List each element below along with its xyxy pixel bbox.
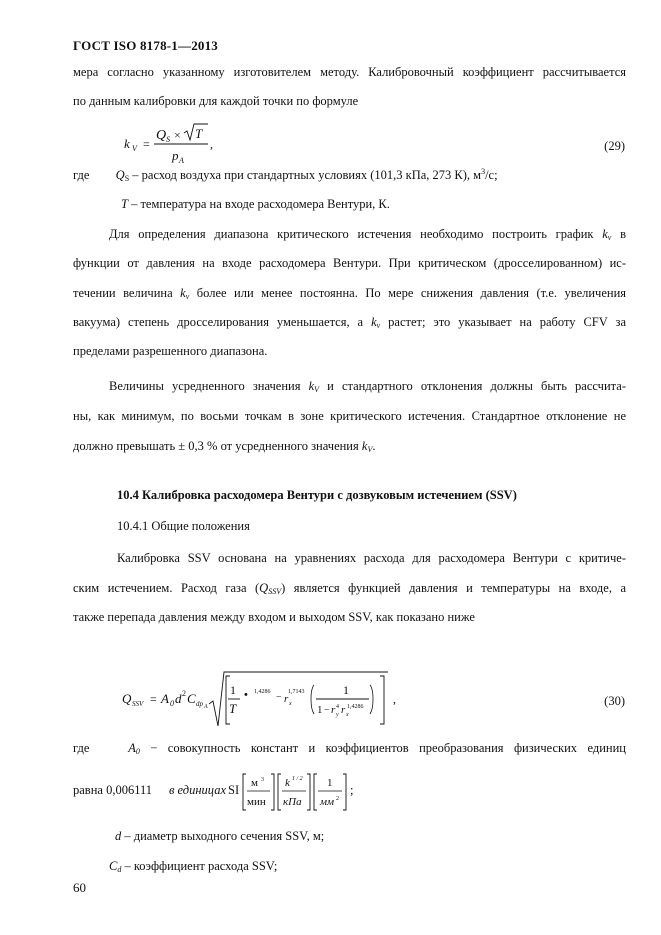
paragraph-line: пределами разрешенного диапазона. xyxy=(73,344,268,358)
eq30-bullet: • xyxy=(244,689,248,701)
document-header: ГОСТ ISO 8178-1—2013 xyxy=(73,38,219,53)
eq30-r4: r xyxy=(341,704,346,716)
paragraph-line: также перепада давления между входом и выходом SSV, как показано ниже xyxy=(73,610,475,624)
eq30-a: A xyxy=(161,691,169,706)
page-number: 60 xyxy=(73,880,86,895)
eq29-equals: = xyxy=(143,137,150,151)
eq30-r4-sub: x xyxy=(346,712,349,718)
eq30-r2-sub: x xyxy=(289,701,292,707)
eq30-r3-sup: 4 xyxy=(336,704,339,710)
paragraph-line: Калибровка SSV основана на уравнениях расхода для расходомера Вентури с критиче- xyxy=(117,551,626,565)
where-line-qs: где $Q_S$ – расход воздуха при стандартных условиях (101,3 кПа, 273 К), $м^3/с$; xyxy=(73,167,498,183)
units-semicolon: ; xyxy=(350,783,354,797)
u1-num: м xyxy=(251,777,258,789)
paragraph-line: Величины усредненного значения $k_V$ и стандартного отклонения должны быть рассчита- xyxy=(109,379,626,394)
eq30-one2: 1 xyxy=(343,683,349,697)
u1-den: мин xyxy=(247,796,266,808)
eq30-d-sup: 2 xyxy=(182,689,186,698)
where-line-cd: $C_d$ – коэффициент расхода SSV; xyxy=(109,859,278,874)
eq30-r4-sup: 1,4286 xyxy=(347,704,364,710)
bracket xyxy=(307,774,310,810)
equation-number: (29) xyxy=(604,139,625,153)
paragraph-line: должно превышать ± 0,3 % от усредненного значения $k_V$. xyxy=(73,439,376,454)
equation-29 xyxy=(118,120,228,172)
bracket xyxy=(243,774,246,810)
eq30-d: d xyxy=(175,691,182,706)
where-line-a0: где $A_0$ − совокупность констант и коэффициентов преобразования физических единиц xyxy=(73,741,626,756)
bracket xyxy=(271,774,274,810)
eq30-comma: , xyxy=(393,692,396,706)
eq29-den-sub: A xyxy=(179,156,184,165)
u3-den-sup: 2 xyxy=(336,796,339,802)
eq30-r3: r xyxy=(331,704,336,716)
bracket xyxy=(278,774,281,810)
eq30-c-sub: dp xyxy=(196,700,203,708)
eq30-c: C xyxy=(187,691,196,706)
paragraph-line: вакуума) степень дросселирования уменьшается, а $k_v$ растет; это указывает на работу CFV за xyxy=(73,315,626,330)
u2-num: k xyxy=(285,777,290,789)
u2-den: кПа xyxy=(283,796,302,808)
u1-num-sup: 3 xyxy=(261,777,264,783)
eq29-comma: , xyxy=(210,137,213,151)
inner-bracket-right xyxy=(370,685,373,714)
equation-30 xyxy=(118,668,438,734)
eq30-a-sub: 0 xyxy=(170,699,174,708)
units-si: SI xyxy=(228,783,240,797)
section-heading: 10.4 Калибровка расходомера Вентури с дозвуковым истечением (SSV) xyxy=(117,488,517,502)
u3-den: мм xyxy=(320,796,335,808)
eq30-r3-sub: y xyxy=(336,712,339,718)
bracket xyxy=(314,774,317,810)
eq29-num-q: Q xyxy=(156,128,167,143)
paragraph-line: ны, как минимум, по восьми точкам в зоне критического истечения. Стандартное отклонение не xyxy=(73,409,626,423)
units-formula xyxy=(73,770,373,814)
eq29-lhs-sub: V xyxy=(132,144,137,153)
equation-number: (30) xyxy=(604,694,625,708)
eq29-num-t: T xyxy=(195,126,203,141)
equation-29-svg xyxy=(118,120,228,168)
eq30-q: Q xyxy=(122,691,132,706)
eq29-num-q-sub: S xyxy=(166,135,170,144)
eq30-q-sub: SSV xyxy=(132,700,144,708)
paragraph-line: по данным калибровки для каждой точки по формуле xyxy=(73,94,359,108)
eq30-exp1: 1,4286 xyxy=(254,689,271,695)
eq30-equals: = xyxy=(150,692,157,706)
where-label: где xyxy=(73,168,90,182)
paragraph-line: функции от давления на входе расходомера Вентури. При критическом (дросселированном) ис- xyxy=(73,256,626,270)
u2-num-sup: 1 / 2 xyxy=(292,776,303,782)
eq30-minus: − xyxy=(276,692,282,703)
where-line-t: T – температура на входе расходомера Вентури, К. xyxy=(121,197,390,211)
eq30-exp2: 1,7143 xyxy=(288,689,305,695)
paragraph-line: ским истечением. Расход газа $(Q_{SSV})$ является функцией давления и температуры на входе, а xyxy=(73,581,626,596)
eq30-c-sub2: A xyxy=(204,704,208,710)
paragraph-line: течении величина $k_v$ более или менее постоянна. По мере снижения давления (т.е. увеличения xyxy=(73,286,627,301)
paragraph-line: Для определения диапазона критического истечения необходимо построить график $k_v$ в xyxy=(109,227,626,242)
inner-bracket-left xyxy=(311,685,314,714)
eq30-den-minus: − xyxy=(324,705,330,716)
equation-30-svg xyxy=(118,668,438,730)
eq30-t: T xyxy=(229,701,237,716)
eq30-one: 1 xyxy=(230,683,236,697)
units-line xyxy=(73,770,373,818)
eq29-lhs: k xyxy=(124,136,130,151)
units-equals: равна 0,006111 xyxy=(73,783,153,797)
subsection-heading: 10.4.1 Общие положения xyxy=(117,519,250,533)
units-italic: в единицах xyxy=(169,783,227,797)
eq29-times: × xyxy=(174,128,181,142)
eq29-den: p xyxy=(172,148,179,163)
eq30-r2: r xyxy=(284,693,289,705)
u3-num: 1 xyxy=(327,777,333,789)
eq30-den-one: 1 xyxy=(317,704,323,716)
paragraph-line: мера согласно указанному изготовителем методу. Калибровочный коэффициент рассчитывается xyxy=(73,65,626,79)
bracket xyxy=(343,774,346,810)
bracket-right xyxy=(380,676,384,724)
where-line-d: d – диаметр выходного сечения SSV, м; xyxy=(115,829,325,843)
